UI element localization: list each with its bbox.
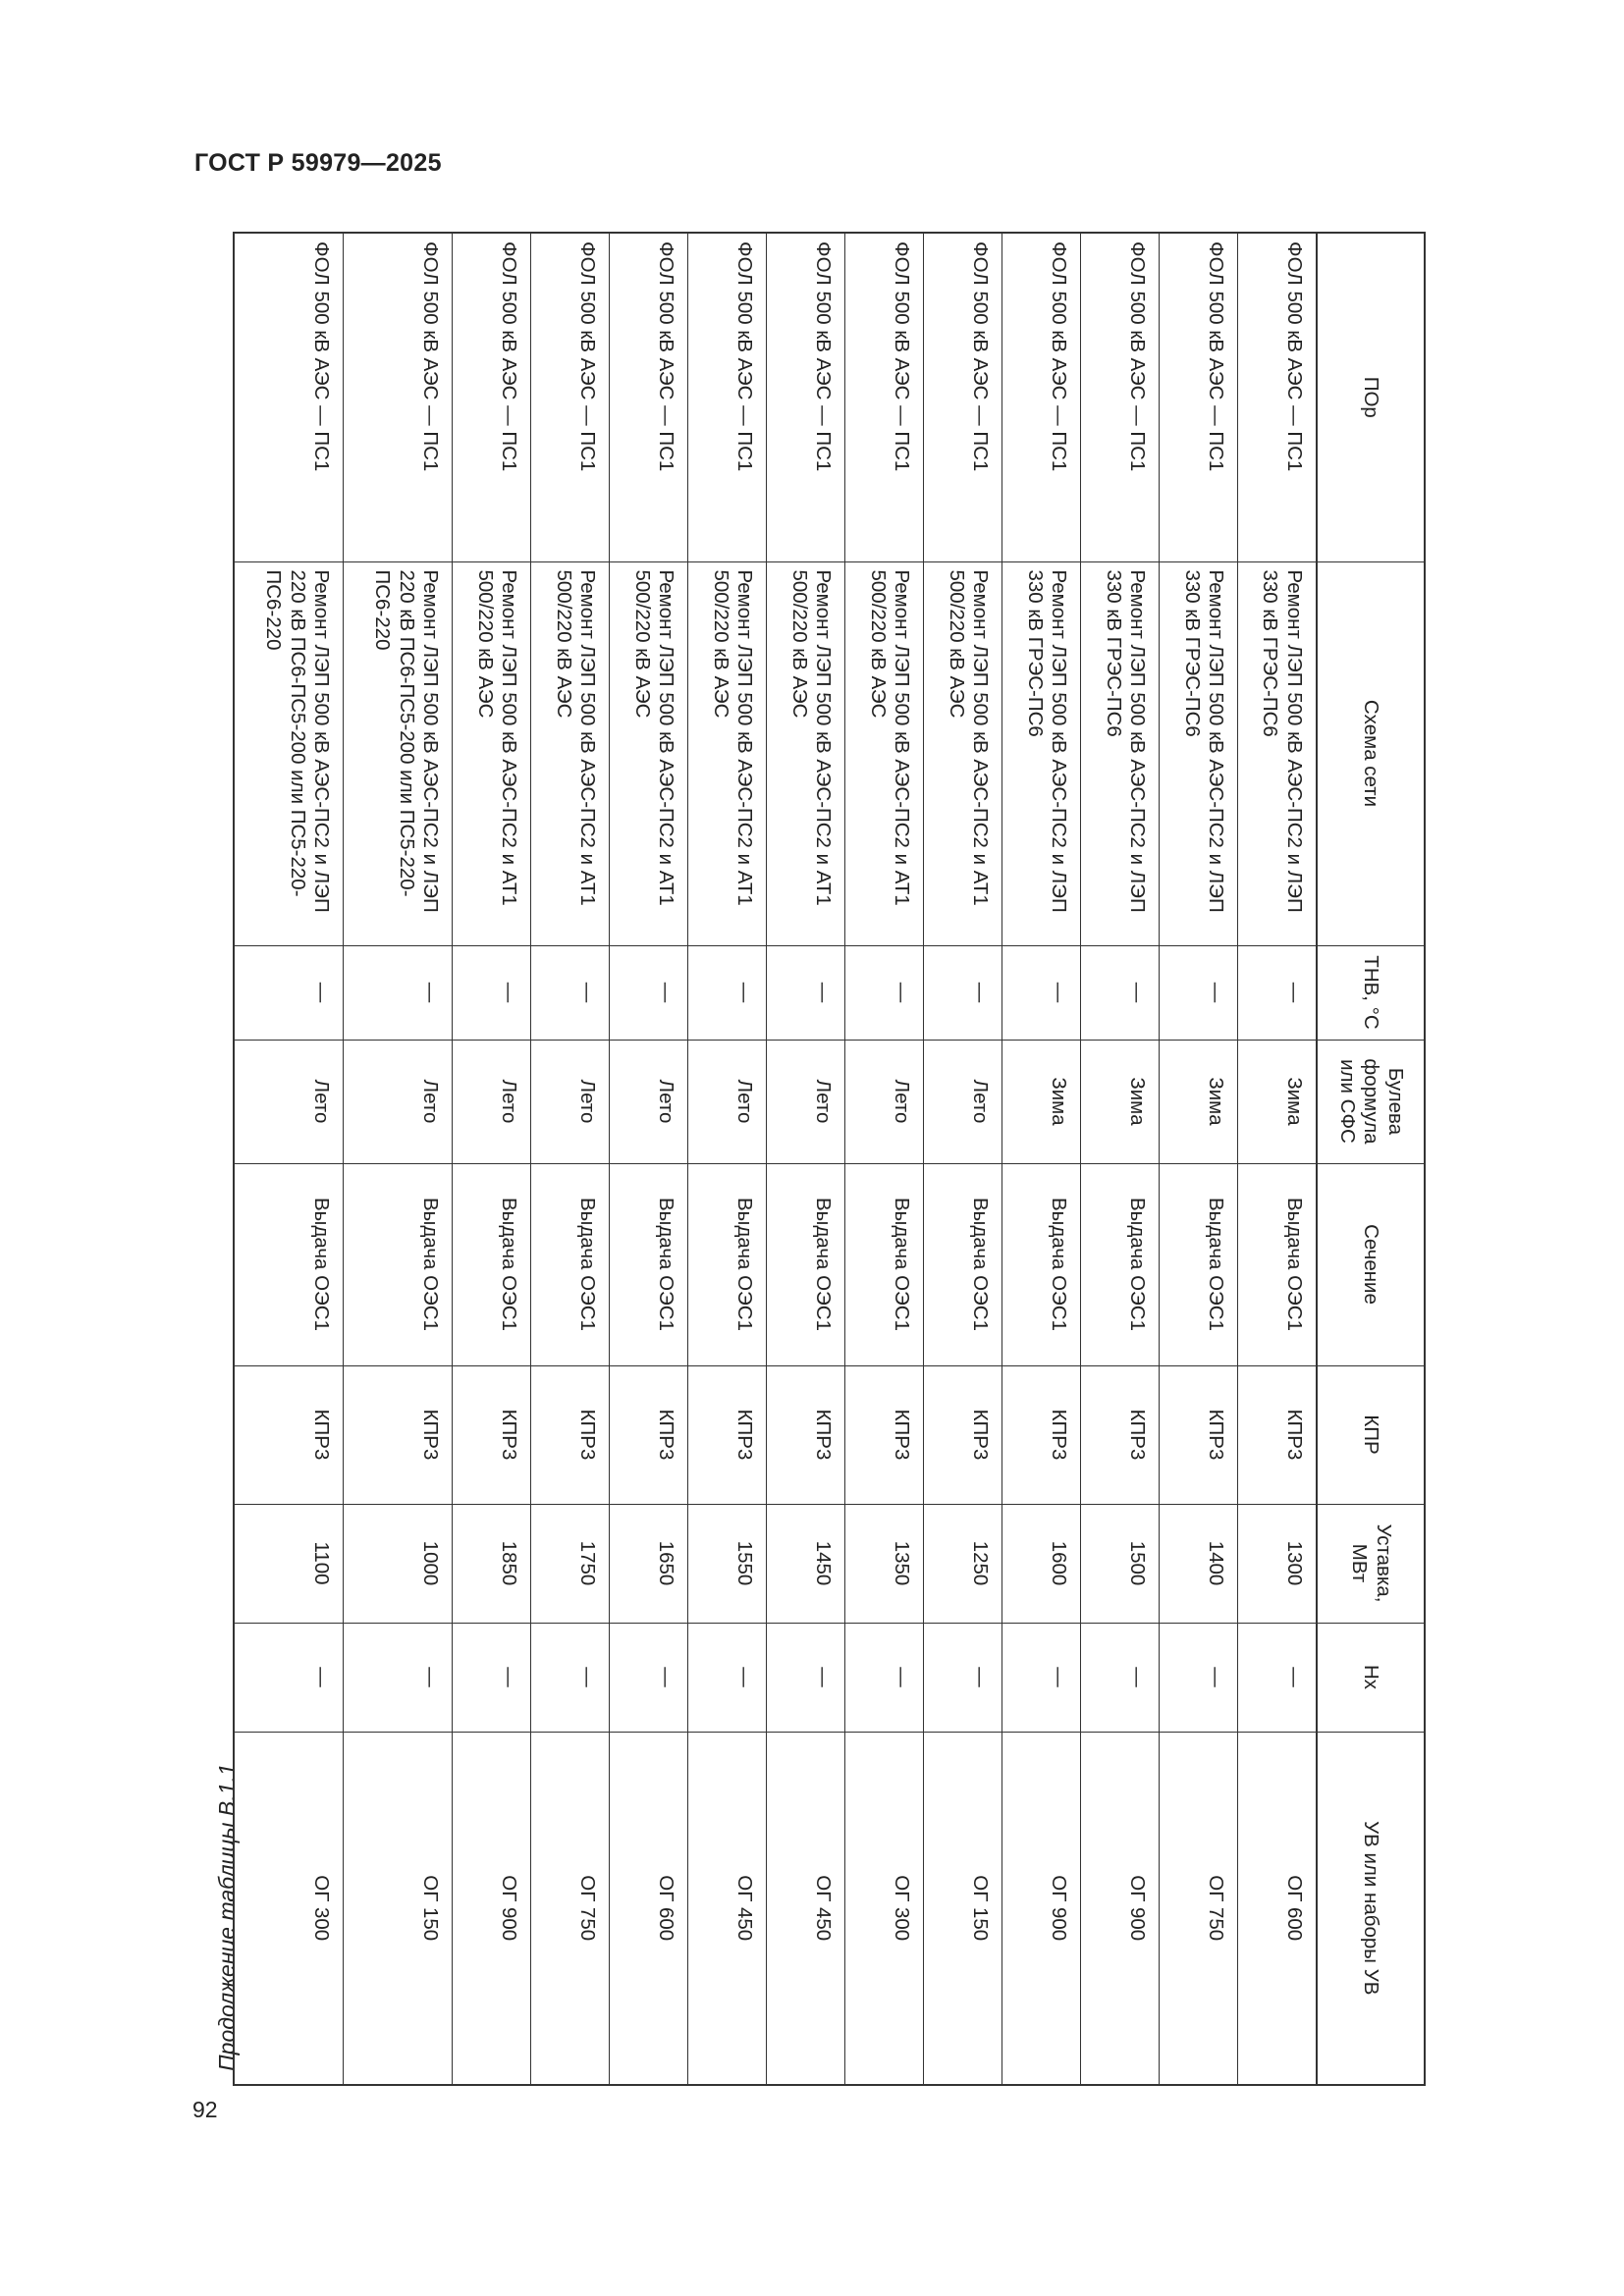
cell-kpr: КПР3 bbox=[688, 1365, 767, 1504]
cell-kpr: КПР3 bbox=[1081, 1365, 1160, 1504]
cell-nx: — bbox=[1160, 1623, 1238, 1732]
cell-tnv: — bbox=[234, 945, 344, 1040]
cell-scheme: Ремонт ЛЭП 500 кВ АЭС-ПС2 и ЛЭП 220 кВ ПС6-ПС5-200 или ПС5-220-ПС6-220 bbox=[234, 561, 344, 945]
cell-formula: Лето bbox=[453, 1040, 531, 1163]
cell-kpr: КПР3 bbox=[1002, 1365, 1081, 1504]
cell-por: ФОЛ 500 кВ АЭС — ПС1 bbox=[1238, 233, 1317, 561]
cell-formula: Зима bbox=[1002, 1040, 1081, 1163]
column-header-por: ПОр bbox=[1317, 233, 1425, 561]
cell-por: ФОЛ 500 кВ АЭС — ПС1 bbox=[1002, 233, 1081, 561]
cell-tnv: — bbox=[767, 945, 845, 1040]
cell-por: ФОЛ 500 кВ АЭС — ПС1 bbox=[234, 233, 344, 561]
cell-por: ФОЛ 500 кВ АЭС — ПС1 bbox=[453, 233, 531, 561]
cell-scheme: Ремонт ЛЭП 500 кВ АЭС-ПС2 и ЛЭП 330 кВ ГРЭС-ПС6 bbox=[1081, 561, 1160, 945]
cell-scheme: Ремонт ЛЭП 500 кВ АЭС-ПС2 и АТ1 500/220 кВ АЭС bbox=[610, 561, 688, 945]
cell-nx: — bbox=[1002, 1623, 1081, 1732]
rotated-table-container bbox=[235, 232, 1426, 2084]
column-header-kpr: КПР bbox=[1317, 1365, 1425, 1504]
cell-uv: ОГ 450 bbox=[767, 1732, 845, 2085]
cell-tnv: — bbox=[344, 945, 453, 1040]
table-row bbox=[1081, 233, 1160, 2085]
cell-scheme: Ремонт ЛЭП 500 кВ АЭС-ПС2 и АТ1 500/220 кВ АЭС bbox=[531, 561, 610, 945]
cell-section: Выдача ОЭС1 bbox=[344, 1163, 453, 1365]
cell-uv: ОГ 600 bbox=[1238, 1732, 1317, 2085]
cell-setpoint: 1600 bbox=[1002, 1504, 1081, 1623]
cell-kpr: КПР3 bbox=[344, 1365, 453, 1504]
cell-nx: — bbox=[924, 1623, 1002, 1732]
cell-formula: Зима bbox=[1081, 1040, 1160, 1163]
cell-uv: ОГ 150 bbox=[344, 1732, 453, 2085]
cell-por: ФОЛ 500 кВ АЭС — ПС1 bbox=[924, 233, 1002, 561]
cell-section: Выдача ОЭС1 bbox=[845, 1163, 924, 1365]
cell-por: ФОЛ 500 кВ АЭС — ПС1 bbox=[1081, 233, 1160, 561]
cell-nx: — bbox=[1238, 1623, 1317, 1732]
cell-kpr: КПР3 bbox=[845, 1365, 924, 1504]
column-header-uv: УВ или наборы УВ bbox=[1317, 1732, 1425, 2085]
cell-tnv: — bbox=[924, 945, 1002, 1040]
cell-setpoint: 1300 bbox=[1238, 1504, 1317, 1623]
cell-section: Выдача ОЭС1 bbox=[531, 1163, 610, 1365]
cell-setpoint: 1450 bbox=[767, 1504, 845, 1623]
cell-kpr: КПР3 bbox=[234, 1365, 344, 1504]
cell-setpoint: 1350 bbox=[845, 1504, 924, 1623]
table-row bbox=[344, 233, 453, 2085]
cell-por: ФОЛ 500 кВ АЭС — ПС1 bbox=[845, 233, 924, 561]
cell-formula: Зима bbox=[1238, 1040, 1317, 1163]
cell-tnv: — bbox=[1081, 945, 1160, 1040]
cell-nx: — bbox=[767, 1623, 845, 1732]
cell-nx: — bbox=[453, 1623, 531, 1732]
cell-uv: ОГ 750 bbox=[531, 1732, 610, 2085]
cell-scheme: Ремонт ЛЭП 500 кВ АЭС-ПС2 и ЛЭП 330 кВ ГРЭС-ПС6 bbox=[1002, 561, 1081, 945]
cell-nx: — bbox=[234, 1623, 344, 1732]
cell-uv: ОГ 900 bbox=[453, 1732, 531, 2085]
table-row bbox=[924, 233, 1002, 2085]
cell-tnv: — bbox=[1160, 945, 1238, 1040]
cell-formula: Лето bbox=[531, 1040, 610, 1163]
cell-scheme: Ремонт ЛЭП 500 кВ АЭС-ПС2 и ЛЭП 330 кВ ГРЭС-ПС6 bbox=[1238, 561, 1317, 945]
cell-tnv: — bbox=[610, 945, 688, 1040]
column-header-section: Сечение bbox=[1317, 1163, 1425, 1365]
table-row bbox=[1002, 233, 1081, 2085]
table-row bbox=[1160, 233, 1238, 2085]
cell-tnv: — bbox=[688, 945, 767, 1040]
cell-por: ФОЛ 500 кВ АЭС — ПС1 bbox=[767, 233, 845, 561]
cell-uv: ОГ 750 bbox=[1160, 1732, 1238, 2085]
cell-setpoint: 1750 bbox=[531, 1504, 610, 1623]
cell-por: ФОЛ 500 кВ АЭС — ПС1 bbox=[344, 233, 453, 561]
cell-tnv: — bbox=[845, 945, 924, 1040]
table-row bbox=[688, 233, 767, 2085]
column-header-nx: Нх bbox=[1317, 1623, 1425, 1732]
cell-uv: ОГ 300 bbox=[845, 1732, 924, 2085]
cell-scheme: Ремонт ЛЭП 500 кВ АЭС-ПС2 и АТ1 500/220 кВ АЭС bbox=[845, 561, 924, 945]
cell-tnv: — bbox=[531, 945, 610, 1040]
cell-uv: ОГ 300 bbox=[234, 1732, 344, 2085]
cell-scheme: Ремонт ЛЭП 500 кВ АЭС-ПС2 и АТ1 500/220 кВ АЭС bbox=[453, 561, 531, 945]
cell-formula: Зима bbox=[1160, 1040, 1238, 1163]
cell-por: ФОЛ 500 кВ АЭС — ПС1 bbox=[531, 233, 610, 561]
cell-setpoint: 1400 bbox=[1160, 1504, 1238, 1623]
cell-formula: Лето bbox=[845, 1040, 924, 1163]
cell-section: Выдача ОЭС1 bbox=[1002, 1163, 1081, 1365]
cell-kpr: КПР3 bbox=[531, 1365, 610, 1504]
cell-setpoint: 1000 bbox=[344, 1504, 453, 1623]
cell-por: ФОЛ 500 кВ АЭС — ПС1 bbox=[610, 233, 688, 561]
cell-nx: — bbox=[344, 1623, 453, 1732]
cell-scheme: Ремонт ЛЭП 500 кВ АЭС-ПС2 и ЛЭП 220 кВ ПС6-ПС5-200 или ПС5-220-ПС6-220 bbox=[344, 561, 453, 945]
document-code: ГОСТ Р 59979—2025 bbox=[194, 149, 442, 177]
table-row bbox=[531, 233, 610, 2085]
cell-kpr: КПР3 bbox=[924, 1365, 1002, 1504]
cell-kpr: КПР3 bbox=[1238, 1365, 1317, 1504]
cell-formula: Лето bbox=[344, 1040, 453, 1163]
cell-section: Выдача ОЭС1 bbox=[767, 1163, 845, 1365]
cell-uv: ОГ 150 bbox=[924, 1732, 1002, 2085]
page-number: 92 bbox=[192, 2097, 218, 2122]
data-table bbox=[233, 232, 1426, 2086]
cell-section: Выдача ОЭС1 bbox=[610, 1163, 688, 1365]
table-row bbox=[1238, 233, 1317, 2085]
cell-kpr: КПР3 bbox=[610, 1365, 688, 1504]
cell-kpr: КПР3 bbox=[1160, 1365, 1238, 1504]
column-header-formula: Булева формула или СФС bbox=[1317, 1040, 1425, 1163]
cell-scheme: Ремонт ЛЭП 500 кВ АЭС-ПС2 и АТ1 500/220 кВ АЭС bbox=[924, 561, 1002, 945]
cell-nx: — bbox=[688, 1623, 767, 1732]
cell-por: ФОЛ 500 кВ АЭС — ПС1 bbox=[688, 233, 767, 561]
cell-formula: Лето bbox=[767, 1040, 845, 1163]
cell-nx: — bbox=[531, 1623, 610, 1732]
table-row bbox=[234, 233, 344, 2085]
cell-formula: Лето bbox=[688, 1040, 767, 1163]
cell-uv: ОГ 600 bbox=[610, 1732, 688, 2085]
cell-section: Выдача ОЭС1 bbox=[1238, 1163, 1317, 1365]
cell-kpr: КПР3 bbox=[767, 1365, 845, 1504]
cell-kpr: КПР3 bbox=[453, 1365, 531, 1504]
cell-section: Выдача ОЭС1 bbox=[1160, 1163, 1238, 1365]
cell-scheme: Ремонт ЛЭП 500 кВ АЭС-ПС2 и АТ1 500/220 кВ АЭС bbox=[767, 561, 845, 945]
cell-section: Выдача ОЭС1 bbox=[453, 1163, 531, 1365]
cell-tnv: — bbox=[1002, 945, 1081, 1040]
cell-scheme: Ремонт ЛЭП 500 кВ АЭС-ПС2 и АТ1 500/220 кВ АЭС bbox=[688, 561, 767, 945]
table-row bbox=[767, 233, 845, 2085]
cell-formula: Лето bbox=[924, 1040, 1002, 1163]
cell-formula: Лето bbox=[234, 1040, 344, 1163]
cell-uv: ОГ 450 bbox=[688, 1732, 767, 2085]
cell-section: Выдача ОЭС1 bbox=[234, 1163, 344, 1365]
table-row bbox=[610, 233, 688, 2085]
column-header-scheme: Схема сети bbox=[1317, 561, 1425, 945]
cell-section: Выдача ОЭС1 bbox=[924, 1163, 1002, 1365]
cell-por: ФОЛ 500 кВ АЭС — ПС1 bbox=[1160, 233, 1238, 561]
cell-tnv: — bbox=[453, 945, 531, 1040]
table-header-row bbox=[1317, 233, 1425, 2085]
cell-setpoint: 1500 bbox=[1081, 1504, 1160, 1623]
cell-nx: — bbox=[845, 1623, 924, 1732]
cell-section: Выдача ОЭС1 bbox=[688, 1163, 767, 1365]
cell-section: Выдача ОЭС1 bbox=[1081, 1163, 1160, 1365]
column-header-tnv: ТНВ, °С bbox=[1317, 945, 1425, 1040]
cell-nx: — bbox=[1081, 1623, 1160, 1732]
column-header-setpoint: Уставка, МВт bbox=[1317, 1504, 1425, 1623]
cell-setpoint: 1250 bbox=[924, 1504, 1002, 1623]
cell-tnv: — bbox=[1238, 945, 1317, 1040]
table-row bbox=[845, 233, 924, 2085]
cell-setpoint: 1550 bbox=[688, 1504, 767, 1623]
cell-scheme: Ремонт ЛЭП 500 кВ АЭС-ПС2 и ЛЭП 330 кВ ГРЭС-ПС6 bbox=[1160, 561, 1238, 945]
table-caption: Продолжение таблицы В.1.1 bbox=[214, 1763, 240, 2071]
cell-setpoint: 1650 bbox=[610, 1504, 688, 1623]
cell-uv: ОГ 900 bbox=[1081, 1732, 1160, 2085]
cell-nx: — bbox=[610, 1623, 688, 1732]
cell-formula: Лето bbox=[610, 1040, 688, 1163]
cell-setpoint: 1100 bbox=[234, 1504, 344, 1623]
cell-uv: ОГ 900 bbox=[1002, 1732, 1081, 2085]
cell-setpoint: 1850 bbox=[453, 1504, 531, 1623]
table-row bbox=[453, 233, 531, 2085]
